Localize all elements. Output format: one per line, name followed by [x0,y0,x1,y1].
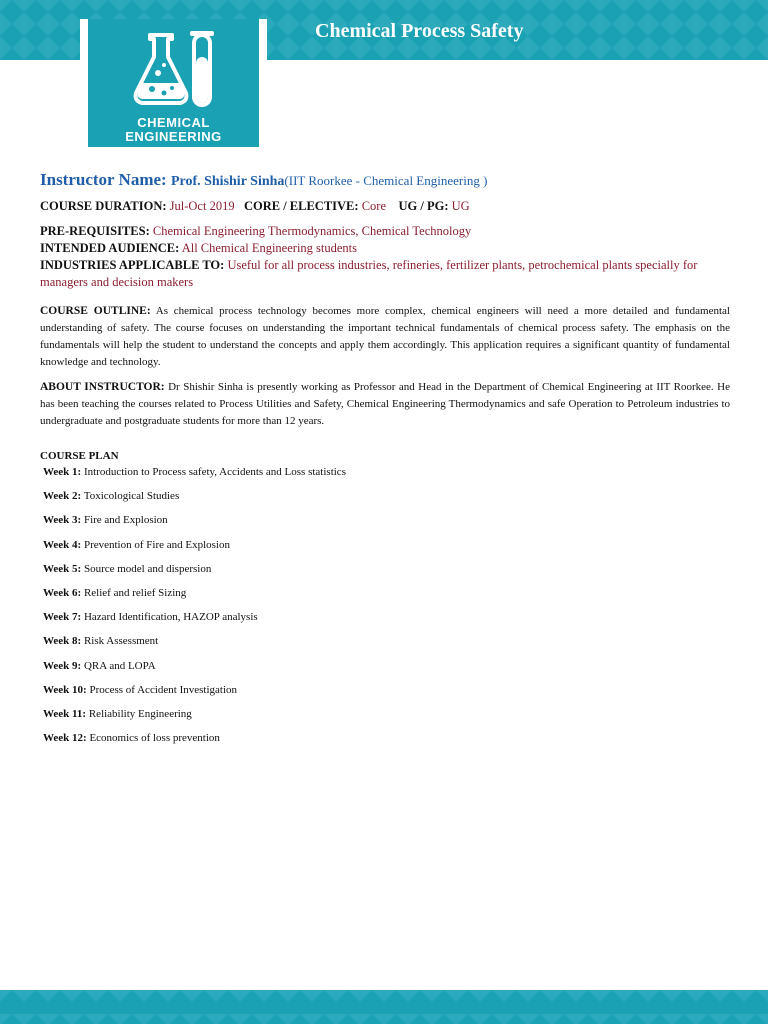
logo-panel [88,19,259,147]
ugpg-label: UG / PG: [398,199,449,213]
audience-row [40,240,730,257]
list-item: Week 4: Prevention of Fire and Explosion [43,538,230,551]
list-item: Week 8: Risk Assessment [43,635,159,648]
logo-card [80,19,267,151]
industries-value: Useful for all process industries, refineries, fertilizer plants, petrochemical plants specially for managers and decision makers [40,258,698,289]
outline-label: COURSE OUTLINE: [40,305,151,317]
course-plan-heading: COURSE PLAN [40,450,119,462]
instructor-label: Instructor Name: [40,170,167,189]
list-item: Week 6: Relief and relief Sizing [43,586,187,599]
list-item: Week 1: Introduction to Process safety, Accidents and Loss statistics [43,466,346,478]
core-label: CORE / ELECTIVE: [243,199,359,213]
footer-banner [0,990,768,1024]
instructor-affiliation: (IIT Roorkee - Chemical Engineering ) [284,173,488,188]
prereq-label: PRE-REQUISITES: [40,224,150,238]
list-item: Week 5: Source model and dispersion [43,562,212,575]
course-outline [40,303,730,371]
list-item: Week 9: QRA and LOPA [43,659,156,672]
instructor-name: Prof. Shishir Sinha [170,174,285,189]
outline-text: As chemical process technology becomes more complex, chemical engineers will need a more detailed and fundamental understanding of safety. The course focuses on understanding the important technical fundamentals of chemical process safety. The emphasis on the fundamentals will help the student to understand the concepts and apply them accordingly. This application requires a significant quantity of fundamental knowledge and technology. [40,305,730,368]
duration-value: Jul-Oct 2019 [169,199,235,213]
industries-label: INDUSTRIES APPLICABLE TO: [40,258,225,272]
page-title: Chemical Process Safety [315,20,524,42]
course-content [40,168,730,754]
audience-label: INTENDED AUDIENCE: [40,241,180,255]
list-item: Week 11: Reliability Engineering [43,707,192,720]
logo-text-line1: CHEMICAL [137,115,210,130]
instructor-line [40,168,730,194]
core-value: Core [361,199,386,213]
about-label: ABOUT INSTRUCTOR: [40,381,165,393]
list-item: Week 7: Hazard Identification, HAZOP analysis [43,611,258,624]
about-text: Dr Shishir Sinha is presently working as Professor and Head in the Department of Chemical Engineering at IIT Roorkee. He has been teaching the courses related to Process Utilities and Safety, Chemical Engineering Thermodynamics and safe Operation to Petroleum industries to undergraduate and postgraduate students for more than 12 years. [40,381,730,427]
about-instructor [40,379,730,430]
flask-tube-icon [128,27,220,113]
audience-value: All Chemical Engineering students [181,241,358,255]
prereq-row [40,223,730,240]
course-meta [40,198,730,291]
list-item: Week 12: Economics of loss prevention [43,732,220,745]
ugpg-value: UG [451,199,470,213]
list-item: Week 3: Fire and Explosion [43,514,168,527]
logo-text-line2: ENGINEERING [125,129,222,144]
course-plan-list [40,464,730,754]
industries-row [40,257,730,291]
prereq-value: Chemical Engineering Thermodynamics, Chemical Technology [152,224,472,238]
list-item: Week 10: Process of Accident Investigation [43,683,238,696]
list-item: Week 2: Toxicological Studies [43,490,180,503]
duration-row [40,198,730,215]
duration-label: COURSE DURATION: [40,199,167,213]
